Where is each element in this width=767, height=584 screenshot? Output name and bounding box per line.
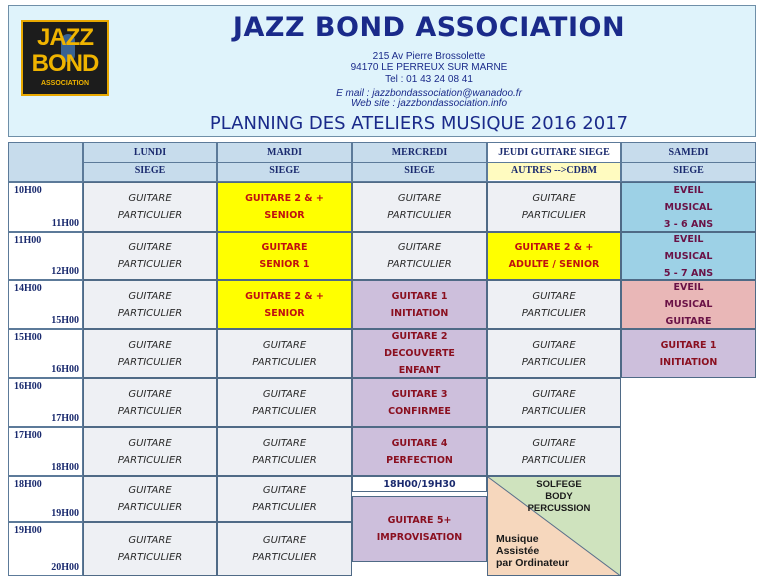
column-day-label: LUNDI — [133, 147, 167, 158]
session-mercredi-8[interactable] — [352, 496, 487, 562]
column-header-jeudi — [487, 142, 621, 182]
phone-number: Tel : 01 43 24 08 41 — [385, 74, 473, 85]
session-label-line: GUITARE — [532, 193, 576, 204]
session-label-line: INITIATION — [659, 356, 718, 368]
column-day-label: MERCREDI — [391, 147, 448, 158]
time-slot-17h00 — [8, 427, 83, 476]
session-label-line: 18H00/19H30 — [383, 478, 456, 490]
time-start: 15H00 — [14, 332, 42, 343]
time-end: 17H00 — [51, 413, 79, 424]
time-end: 15H00 — [51, 315, 79, 326]
solfege-label-line: BODY — [545, 491, 573, 502]
session-samedi-4[interactable] — [621, 329, 756, 378]
session-mardi-4[interactable] — [217, 329, 352, 378]
corner-header — [8, 142, 83, 182]
session-label-line: GUITARE — [532, 339, 576, 351]
session-label-line: SENIOR — [264, 307, 305, 319]
session-mercredi-6[interactable] — [352, 427, 487, 476]
header-divider — [218, 162, 351, 163]
column-place-label: SIEGE — [404, 165, 435, 176]
time-start: 18H00 — [14, 479, 42, 490]
time-start: 14H00 — [14, 283, 42, 294]
organization-name: JAZZ BOND ASSOCIATION — [232, 12, 626, 43]
session-samedi-2[interactable] — [621, 232, 756, 280]
time-end: 12H00 — [51, 266, 79, 277]
session-lundi-6[interactable] — [83, 427, 217, 476]
session-label-line: GUITARE 5+ — [387, 515, 452, 526]
column-header-samedi — [621, 142, 756, 182]
session-label-line: GUITARE — [128, 485, 172, 496]
email-address[interactable]: E mail : jazzbondassociation@wanadoo.fr — [336, 88, 522, 99]
time-end: 11H00 — [51, 218, 79, 229]
logo-word-jazz: JAZZ — [37, 24, 93, 51]
session-mardi-2[interactable] — [217, 232, 352, 280]
column-place-label: SIEGE — [134, 165, 166, 176]
session-label-line: GUITARE — [128, 339, 172, 351]
time-start: 11H00 — [14, 235, 42, 246]
address-city: 94170 LE PERREUX SUR MARNE — [350, 62, 508, 73]
header-banner — [8, 5, 756, 137]
mao-label-line: par Ordinateur — [496, 557, 569, 569]
solfege-label — [504, 479, 614, 515]
session-label-line: PARTICULIER — [521, 454, 587, 466]
session-label-line: ADULTE / SENIOR — [508, 259, 600, 270]
column-place-label: AUTRES -->CDBM — [488, 162, 620, 180]
session-label-line: GUITARE 2 & + — [245, 193, 324, 204]
solfege-label-line: SOLFEGE — [536, 479, 582, 490]
website-link[interactable]: Web site : jazzbondassociation.info — [350, 98, 507, 109]
time-slot-15h00 — [8, 329, 83, 378]
session-mercredi-1[interactable] — [352, 182, 487, 232]
session-mercredi-3[interactable] — [352, 280, 487, 329]
session-samedi-1[interactable] — [621, 182, 756, 232]
header-divider — [622, 162, 755, 163]
session-label-line: ENFANT — [398, 365, 441, 376]
column-place-label: SIEGE — [269, 165, 300, 176]
session-label-line: PARTICULIER — [252, 502, 317, 513]
session-label-line: INITIATION — [390, 307, 449, 319]
logo-word-association: ASSOCIATION — [40, 80, 90, 87]
session-label-line: GUITARE — [262, 437, 307, 449]
session-label-line: GUITARE — [261, 242, 308, 253]
session-label-line: GUITARE — [262, 535, 307, 546]
time-end: 20H00 — [51, 562, 79, 573]
session-label-line: PARTICULIER — [521, 356, 587, 368]
session-label-line: EVEIL — [673, 282, 704, 293]
session-label-line: PARTICULIER — [252, 454, 317, 466]
session-label-line: PARTICULIER — [117, 552, 183, 563]
session-label-line: GUITARE 2 & + — [245, 290, 324, 302]
header-divider — [84, 162, 216, 163]
session-label-line: GUITARE — [532, 437, 576, 449]
session-label-line: PARTICULIER — [521, 210, 587, 221]
time-start: 19H00 — [14, 525, 42, 536]
session-label-line: SENIOR 1 — [259, 259, 310, 270]
header-divider — [353, 162, 486, 163]
time-slot-14h00 — [8, 280, 83, 329]
session-label-line: PERFECTION — [386, 454, 453, 466]
session-label-line: GUITARE — [262, 485, 307, 496]
session-label-line: GUITARE — [128, 290, 172, 302]
session-label-line: EVEIL — [673, 184, 704, 196]
session-label-line: PARTICULIER — [117, 307, 183, 319]
session-label-line: GUITARE 1 — [391, 290, 448, 302]
session-label-line: GUITARE — [128, 242, 172, 253]
session-label-line: GUITARE 2 & + — [514, 242, 594, 253]
session-lundi-5[interactable] — [83, 378, 217, 427]
session-label-line: PARTICULIER — [117, 405, 183, 417]
session-label-line: GUITARE — [128, 388, 172, 400]
session-label-line: PARTICULIER — [117, 454, 183, 466]
session-label-line: GUITARE — [532, 388, 576, 400]
session-label-line: GUITARE — [128, 193, 172, 204]
session-jeudi-5[interactable] — [487, 378, 621, 427]
session-label-line: SENIOR — [264, 210, 305, 221]
jazz-bond-logo — [21, 20, 109, 96]
session-label-line: GUITARE 3 — [391, 388, 448, 400]
session-lundi-8[interactable] — [83, 522, 217, 576]
planning-title: PLANNING DES ATELIERS MUSIQUE 2016 2017 — [209, 113, 629, 134]
session-jeudi-2[interactable] — [487, 232, 621, 280]
session-label-line: PARTICULIER — [387, 259, 452, 270]
session-label-line: GUITARE — [665, 316, 712, 327]
session-label-line: PARTICULIER — [117, 259, 183, 270]
session-mercredi-4[interactable] — [352, 329, 487, 378]
time-start: 16H00 — [14, 381, 42, 392]
time-slot-18h00 — [8, 476, 83, 522]
mao-label-line: Musique — [496, 533, 539, 545]
session-mardi-1[interactable] — [217, 182, 352, 232]
session-label-line: CONFIRMEE — [388, 405, 451, 417]
column-header-mardi — [217, 142, 352, 182]
session-jeudi-3[interactable] — [487, 280, 621, 329]
session-mardi-6[interactable] — [217, 427, 352, 476]
session-mercredi-2[interactable] — [352, 232, 487, 280]
time-slot-11h00 — [8, 232, 83, 280]
mao-label-line: Assistée — [496, 545, 540, 557]
session-jeudi-solfege-mao[interactable] — [487, 476, 621, 576]
column-day-label: JEUDI GUITARE SIEGE — [498, 147, 610, 158]
time-slot-16h00 — [8, 378, 83, 427]
session-label-line: MUSICAL — [664, 299, 713, 310]
session-label-line: MUSICAL — [664, 201, 713, 213]
session-lundi-1[interactable] — [83, 182, 217, 232]
column-header-mercredi — [352, 142, 487, 182]
solfege-label-line: PERCUSSION — [527, 503, 591, 514]
session-label-line: 3 - 6 ANS — [663, 218, 714, 230]
session-samedi-3[interactable] — [621, 280, 756, 329]
time-start: 10H00 — [14, 185, 42, 196]
column-header-lundi — [83, 142, 217, 182]
schedule-grid — [8, 142, 756, 576]
session-label-line: GUITARE — [262, 339, 307, 351]
time-slot-19h00 — [8, 522, 83, 576]
session-label-line: GUITARE — [262, 388, 307, 400]
session-label-line: GUITARE — [128, 535, 172, 546]
session-lundi-2[interactable] — [83, 232, 217, 280]
session-mardi-7[interactable] — [217, 476, 352, 522]
session-lundi-4[interactable] — [83, 329, 217, 378]
session-label-line: GUITARE 4 — [391, 437, 448, 449]
session-mardi-3[interactable] — [217, 280, 352, 329]
mao-label — [496, 533, 596, 569]
column-day-label: SAMEDI — [668, 147, 709, 158]
session-jeudi-6[interactable] — [487, 427, 621, 476]
address-street: 215 Av Pierre Brossolette — [372, 51, 486, 62]
session-label-line: GUITARE — [532, 290, 576, 302]
session-label-line: PARTICULIER — [387, 210, 452, 221]
logo-word-bond: BOND — [31, 50, 99, 77]
time-end: 16H00 — [51, 364, 79, 375]
session-label-line: GUITARE 1 — [660, 339, 717, 351]
session-label-line: PARTICULIER — [521, 307, 587, 319]
session-label-line: PARTICULIER — [252, 356, 317, 368]
session-mercredi-5[interactable] — [352, 378, 487, 427]
header-divider — [488, 162, 620, 163]
column-day-label: MARDI — [267, 147, 302, 158]
session-label-line: GUITARE 2 — [391, 331, 448, 342]
session-mardi-8[interactable] — [217, 522, 352, 576]
column-place-label: SIEGE — [673, 165, 704, 176]
session-label-line: GUITARE — [397, 242, 442, 253]
session-jeudi-1[interactable] — [487, 182, 621, 232]
session-label-line: PARTICULIER — [252, 405, 317, 417]
session-lundi-3[interactable] — [83, 280, 217, 329]
time-end: 18H00 — [51, 462, 79, 473]
time-start: 17H00 — [14, 430, 42, 441]
session-label-line: DECOUVERTE — [384, 348, 455, 359]
session-mardi-5[interactable] — [217, 378, 352, 427]
session-label-line: PARTICULIER — [117, 356, 183, 368]
session-label-line: PARTICULIER — [117, 502, 183, 513]
session-label-line: 5 - 7 ANS — [663, 267, 714, 279]
session-label-line: GUITARE — [128, 437, 172, 449]
time-slot-10h00 — [8, 182, 83, 232]
session-label-line: MUSICAL — [664, 250, 713, 262]
session-lundi-7[interactable] — [83, 476, 217, 522]
session-label-line: PARTICULIER — [521, 405, 587, 417]
session-label-line: PARTICULIER — [117, 210, 183, 221]
session-label-line: PARTICULIER — [252, 552, 317, 563]
session-jeudi-4[interactable] — [487, 329, 621, 378]
session-mercredi-7[interactable] — [352, 476, 487, 492]
session-label-line: GUITARE — [397, 193, 442, 204]
session-label-line: IMPROVISATION — [376, 532, 463, 543]
time-end: 19H00 — [51, 508, 79, 519]
session-label-line: EVEIL — [673, 233, 704, 245]
